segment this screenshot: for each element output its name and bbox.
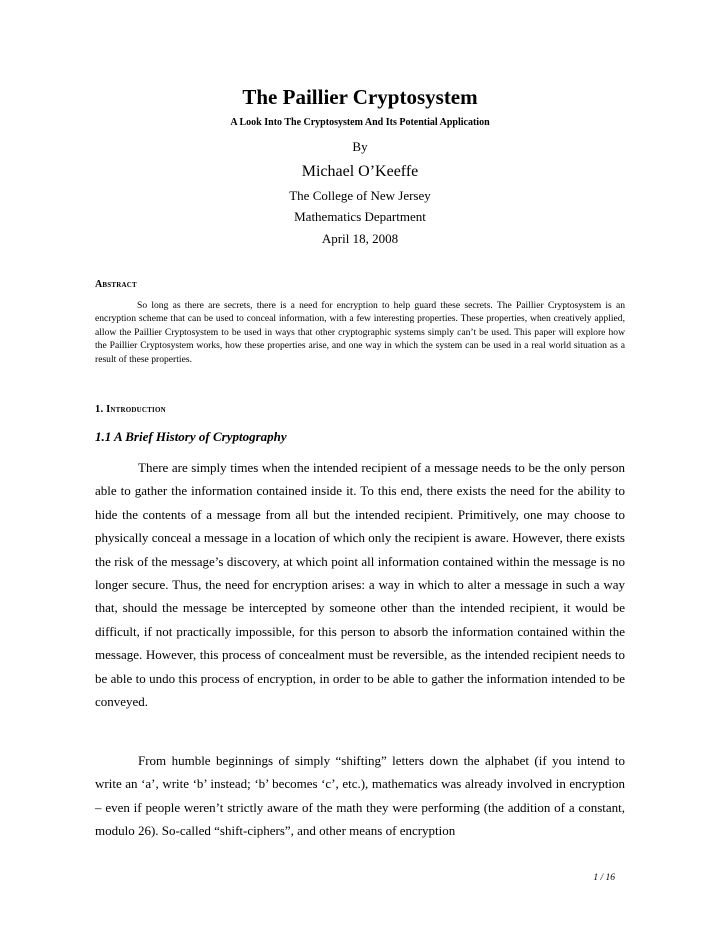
byline-label: By bbox=[352, 139, 368, 154]
body-paragraph: There are simply times when the intended recipient of a message needs to be the only person able to gather the information contained inside it. To this end, there exists the need for the ability to hide the contents of a message from all but the intended recipient. Primitively, one may choose to physically conceal a message in a location of which only the recipient is aware. However, there exists the risk of the message’s discovery, at which point all information contained within the message is no longer secure. Thus, the need for encryption arises: a way in which to alter a message in such a way that, should the message be intercepted by someone other than the intended recipient, it would be difficult, if not practically impossible, for this person to absorb the information contained within the message. However, this process of concealment must be reversible, as the intended recipient needs to be able to undo this process of encryption, in order to be able to gather the information intended to be conveyed. bbox=[95, 460, 625, 710]
affiliation-department: Mathematics Department bbox=[294, 209, 426, 224]
section-heading-introduction: 1. Introduction bbox=[95, 404, 166, 415]
abstract-text: So long as there are secrets, there is a need for encryption to help guard these secrets. The Paillier Cryptosystem is an encryption scheme that can be used to conceal information, with a few interesting properties. These properties, when creatively applied, allow the Paillier Cryptosystem to be used in ways that other cryptographic systems simply can’t be used. This paper will explore how the Paillier Cryptosystem works, how these properties arise, and one way in which the system can be used in a real world situation as a result of these properties. bbox=[95, 300, 625, 365]
paper-title: The Paillier Cryptosystem bbox=[242, 85, 478, 109]
body-paragraph: From humble beginnings of simply “shifting” letters down the alphabet (if you intend to write an ‘a’, write ‘b’ instead; ‘b’ becomes ‘c’, etc.), mathematics was already involved in encryption – even if people weren’t strictly aware of the math they were performing (the addition of a constant, modulo 26). So-called “shift-ciphers”, and other means of encryption bbox=[95, 753, 625, 839]
paper-subtitle: A Look Into The Cryptosystem And Its Potential Application bbox=[230, 117, 490, 128]
author-name: Michael O’Keeffe bbox=[301, 163, 419, 180]
page-number: 1 / 16 bbox=[593, 873, 615, 883]
publication-date: April 18, 2008 bbox=[321, 231, 399, 246]
affiliation-college: The College of New Jersey bbox=[289, 188, 431, 203]
abstract-heading: Abstract bbox=[95, 279, 137, 290]
subsection-heading-history: 1.1 A Brief History of Cryptography bbox=[95, 429, 287, 444]
